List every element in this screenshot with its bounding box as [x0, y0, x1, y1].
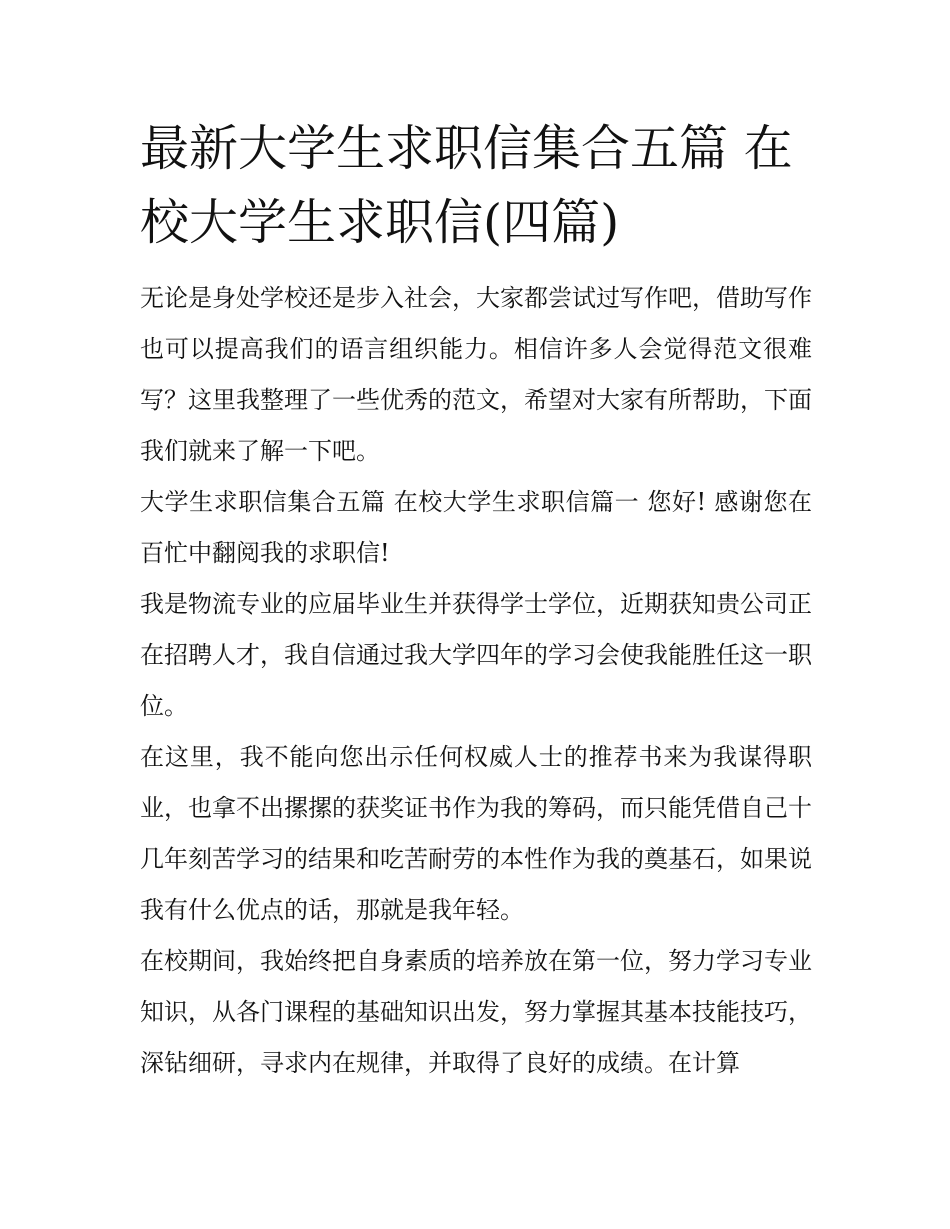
- document-body: [140, 112, 812, 1089]
- letter-heading-paragraph: 大学生求职信集合五篇 在校大学生求职信篇一 您好! 感谢您在百忙中翻阅我的求职信!: [140, 488, 812, 567]
- intro-paragraph: 无论是身处学校还是步入社会，大家都尝试过写作吧，借助写作也可以提高我们的语言组织能力。相信许多人会觉得范文很难写？这里我整理了一些优秀的范文，希望对大家有所帮助，下面我们就来了解一下吧。: [140, 284, 812, 465]
- body-paragraph: 在这里，我不能向您出示任何权威人士的推荐书来为我谋得职业，也拿不出摞摞的获奖证书作为我的筹码，而只能凭借自己十几年刻苦学习的结果和吃苦耐劳的本性作为我的奠基石，如果说我有什么优点的话，那就是我年轻。: [140, 743, 812, 924]
- body-paragraph: 在校期间，我始终把自身素质的培养放在第一位，努力学习专业知识，从各门课程的基础知识出发，努力掌握其基本技能技巧，深钻细研，寻求内在规律，并取得了良好的成绩。在计算: [140, 947, 812, 1077]
- document-title: 最新大学生求职信集合五篇 在校大学生求职信(四篇): [140, 120, 793, 251]
- body-paragraph: 我是物流专业的应届毕业生并获得学士学位，近期获知贵公司正在招聘人才，我自信通过我大学四年的学习会使我能胜任这一职位。: [140, 590, 812, 720]
